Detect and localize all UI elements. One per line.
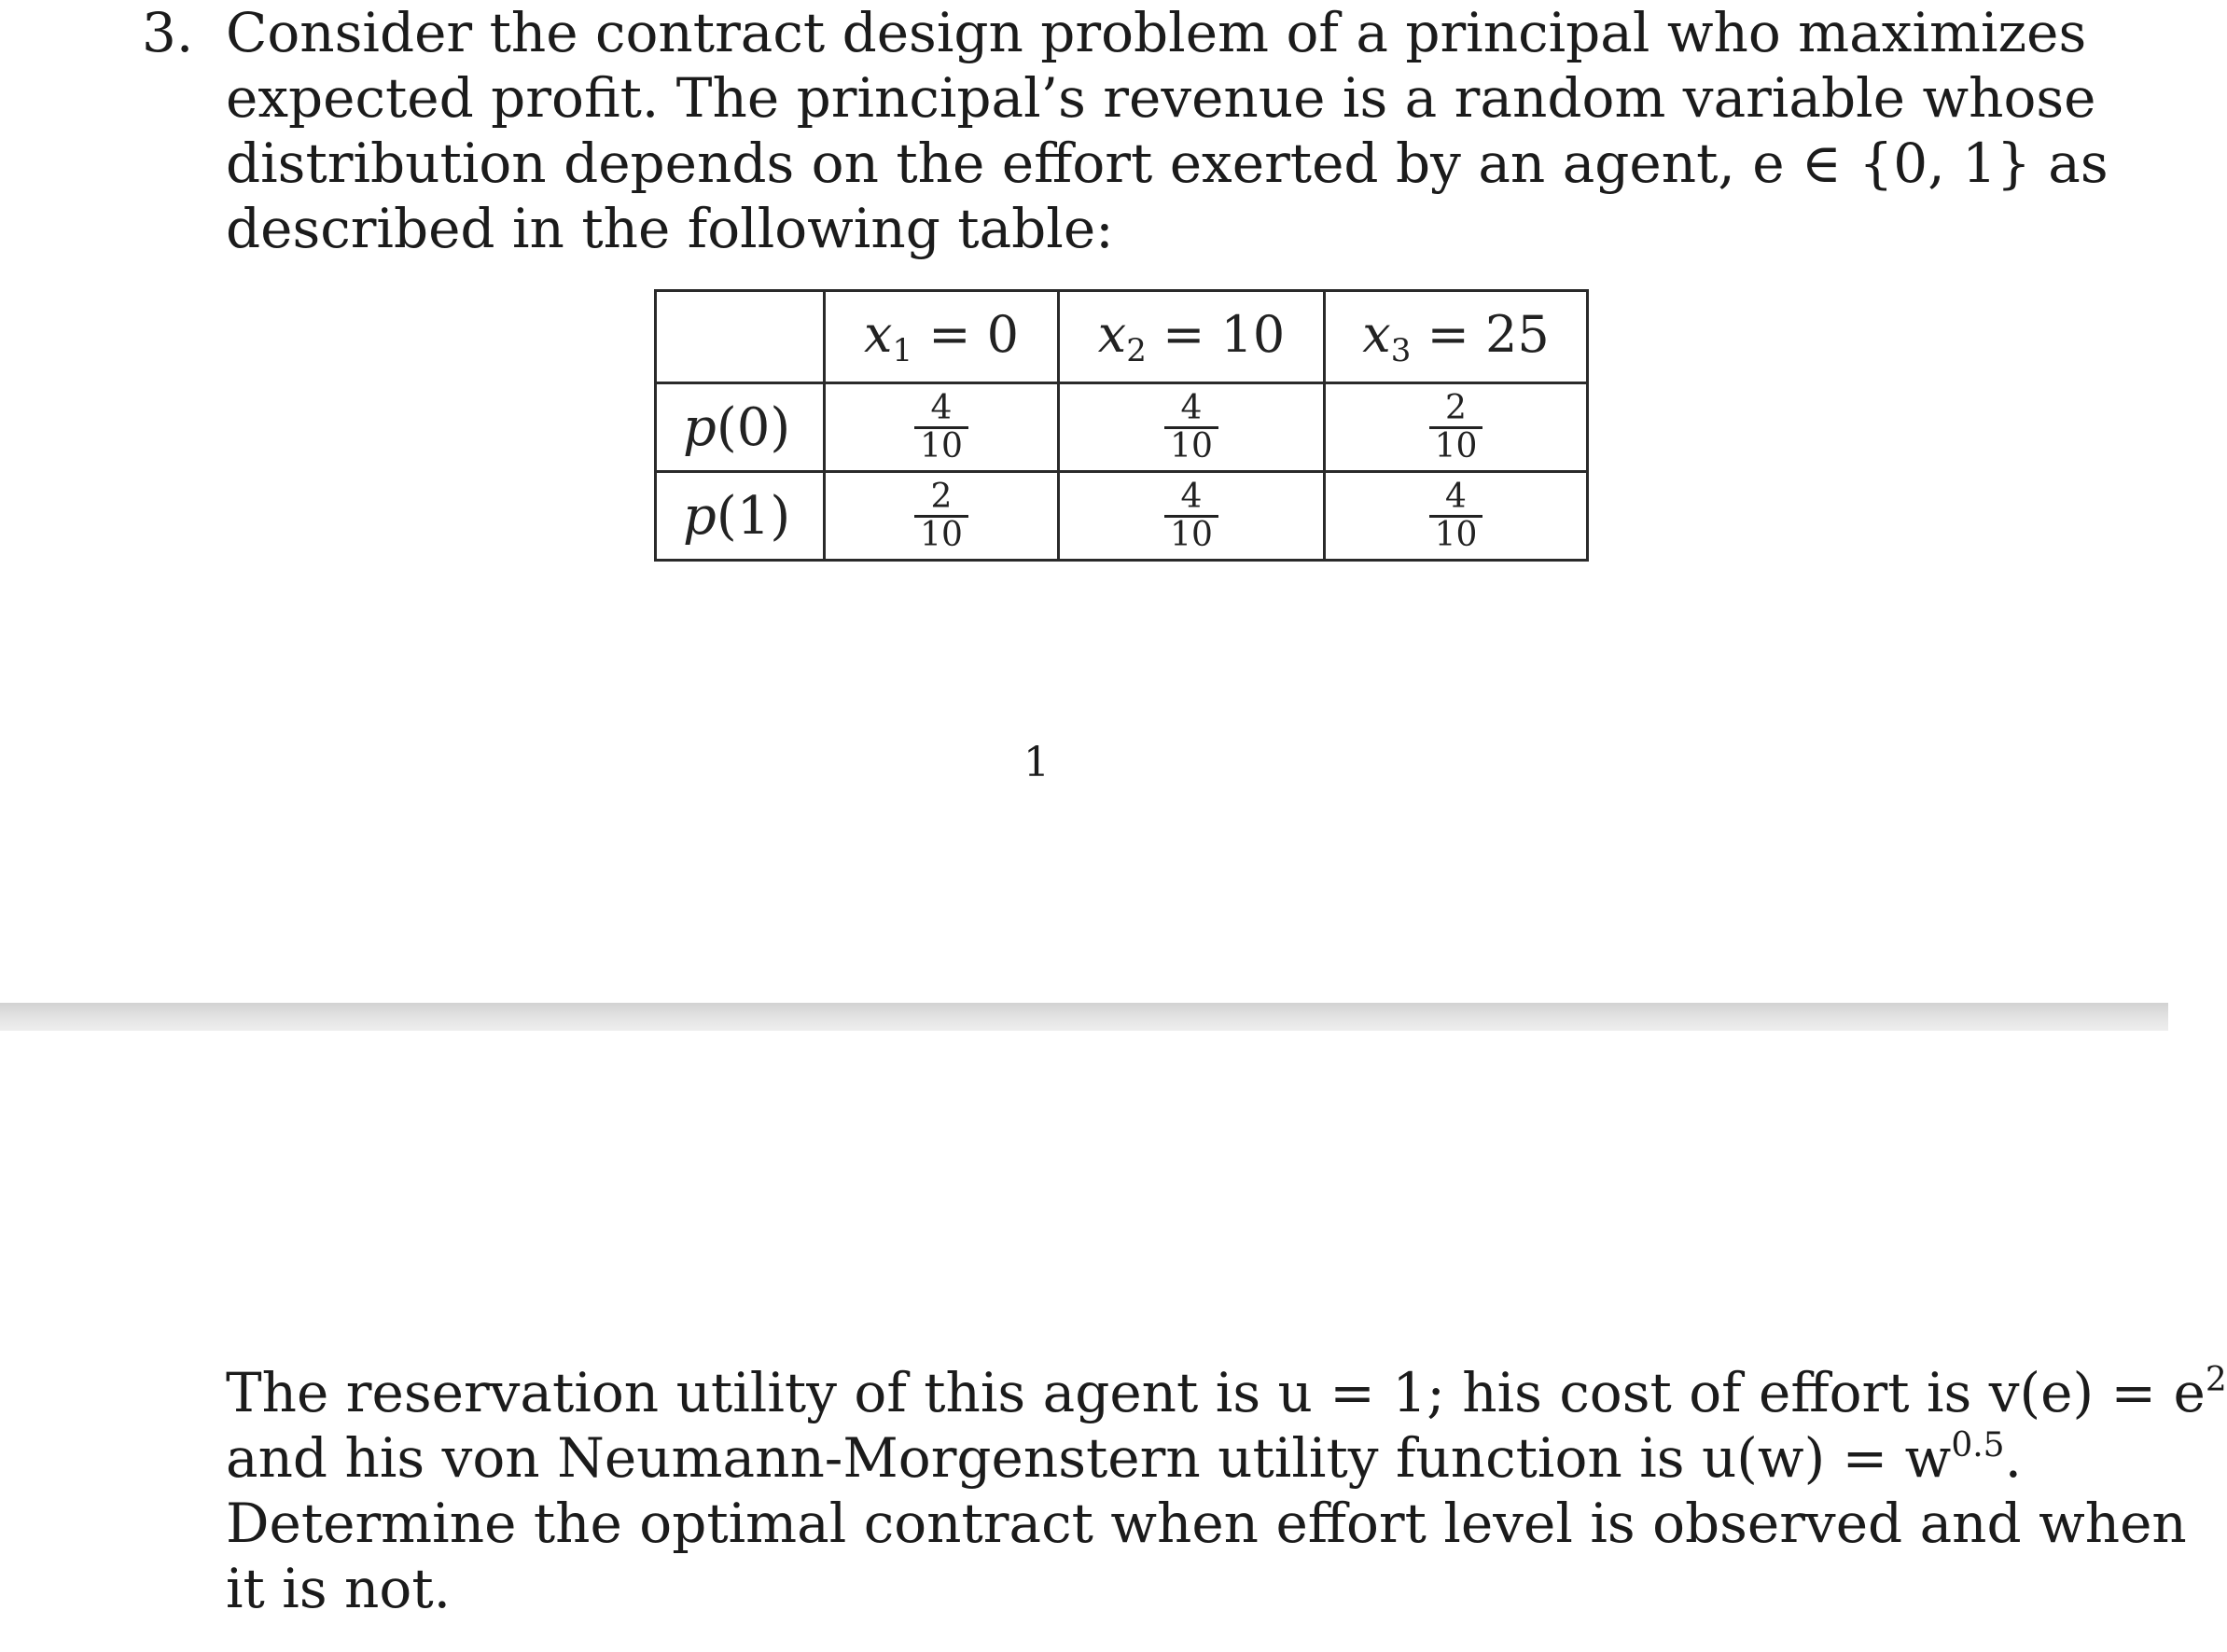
- exponent-0-5: 0.5: [1951, 1426, 2005, 1465]
- table-corner-cell: [656, 291, 825, 383]
- row-label-p1: [656, 472, 825, 561]
- continuation-line-1: [226, 1360, 2227, 1425]
- problem-statement: [226, 0, 2109, 261]
- continuation-line-2-period: .: [2004, 1426, 2023, 1490]
- fraction-denominator: 10: [1429, 426, 1483, 465]
- fraction: [914, 479, 968, 553]
- cell-p1-x3: [1325, 472, 1588, 561]
- page-number: 1: [1023, 739, 1050, 786]
- cell-p0-x1: [825, 383, 1059, 472]
- fraction-denominator: 10: [914, 426, 968, 465]
- continuation-line-2: [226, 1425, 2023, 1491]
- fraction: [1429, 479, 1483, 553]
- column-header-x1-var: x: [863, 304, 893, 364]
- fraction-numerator: 2: [930, 477, 953, 516]
- fraction-numerator: 4: [930, 388, 953, 427]
- column-header-x3: [1325, 291, 1588, 383]
- column-header-x2-sub: 2: [1126, 331, 1147, 369]
- fraction-numerator: 4: [1445, 477, 1467, 516]
- problem-line-3: distribution depends on the effort exerted by an agent, e ∈ {0, 1} as: [226, 132, 2109, 195]
- exponent-2: 2: [2205, 1361, 2227, 1399]
- fraction-denominator: 10: [1164, 426, 1218, 465]
- continuation-line-3: Determine the optimal contract when effort level is observed and when: [226, 1492, 2187, 1555]
- column-header-x2-value: = 10: [1162, 304, 1286, 364]
- column-header-x1-sub: 1: [892, 331, 913, 369]
- column-header-x3-value: = 25: [1427, 304, 1550, 364]
- column-header-x2: [1059, 291, 1325, 383]
- cell-p0-x3: [1325, 383, 1588, 472]
- fraction-denominator: 10: [1429, 515, 1483, 553]
- fraction-numerator: 2: [1445, 388, 1467, 427]
- row-label-p0-arg: (0): [716, 396, 791, 458]
- continuation-line-1-text: The reservation utility of this agent is u = 1; his cost of effort is v(e) = e: [226, 1361, 2206, 1424]
- row-label-p1-fn: p: [683, 485, 717, 547]
- fraction-numerator: 4: [1180, 477, 1203, 516]
- column-header-x1: [825, 291, 1059, 383]
- fraction-numerator: 4: [1180, 388, 1203, 427]
- problem-line-4: described in the following table:: [226, 197, 1114, 260]
- problem-continuation: [226, 1360, 2227, 1621]
- column-header-x3-var: x: [1362, 304, 1391, 364]
- fraction-denominator: 10: [1164, 515, 1218, 553]
- fraction: [1164, 388, 1218, 465]
- column-header-x3-sub: 3: [1390, 331, 1412, 369]
- fraction: [1429, 388, 1483, 465]
- problem-line-2: expected profit. The principal’s revenue is a random variable whose: [226, 66, 2096, 130]
- row-label-p0: [656, 383, 825, 472]
- page-2: [0, 1031, 2227, 1652]
- row-label-p0-fn: p: [683, 396, 717, 458]
- table-row-p0: [656, 383, 1588, 472]
- continuation-line-2-text: and his von Neumann-Morgenstern utility function is u(w) = w: [226, 1426, 1952, 1490]
- table-row-p1: [656, 472, 1588, 561]
- table-header-row: [656, 291, 1588, 383]
- cell-p1-x2: [1059, 472, 1325, 561]
- problem-number: 3.: [142, 1, 194, 64]
- row-label-p1-arg: (1): [716, 485, 791, 547]
- page-separator: [0, 1003, 2168, 1031]
- column-header-x1-value: = 0: [928, 304, 1020, 364]
- fraction: [914, 388, 968, 465]
- fraction: [1164, 479, 1218, 553]
- cell-p0-x2: [1059, 383, 1325, 472]
- fraction-denominator: 10: [914, 515, 968, 553]
- problem-line-1: Consider the contract design problem of a principal who maximizes: [226, 1, 2087, 64]
- continuation-line-4: it is not.: [226, 1557, 452, 1620]
- probability-table: [654, 289, 1589, 562]
- cell-p1-x1: [825, 472, 1059, 561]
- column-header-x2-var: x: [1097, 304, 1127, 364]
